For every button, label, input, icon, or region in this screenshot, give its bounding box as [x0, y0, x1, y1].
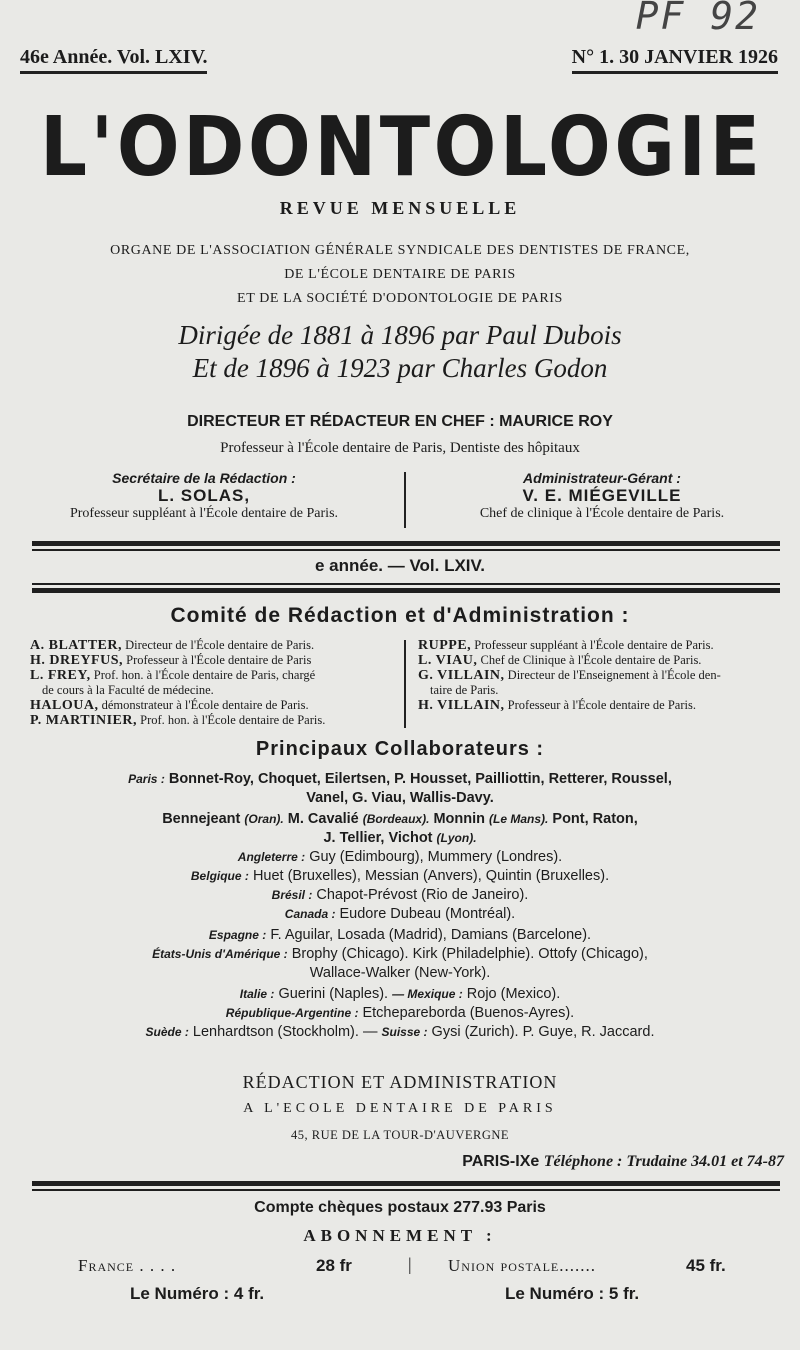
collaborateurs-title: Principaux Collaborateurs :	[255, 738, 545, 760]
divider-rule	[32, 549, 780, 551]
column-divider	[404, 640, 406, 728]
collab-canada: Canada : Eudore Dubeau (Montréal).	[284, 906, 516, 922]
postal-cheques: Compte chèques postaux 277.93 Paris	[254, 1199, 546, 1216]
handwritten-mark: PF 92	[635, 0, 760, 38]
collab-suede-suisse: Suède : Lenhardtson (Stockholm). — Suisse : Gysi (Zurich). P. Guye, R. Jaccard.	[145, 1024, 655, 1040]
collab-belgique: Belgique : Huet (Bruxelles), Messian (Anvers), Quintin (Bruxelles).	[190, 868, 610, 884]
director-title: DIRECTEUR ET RÉDACTEUR EN CHEF : MAURICE ROY	[187, 413, 613, 430]
secretary-role: Secrétaire de la Rédaction :	[112, 470, 296, 486]
administration-school: A L'ECOLE DENTAIRE DE PARIS	[243, 1101, 557, 1116]
numero-price-france: Le Numéro : 4 fr.	[130, 1284, 265, 1303]
comite-member: A. BLATTER, Directeur de l'École dentaire de Paris.	[30, 638, 315, 653]
secretary-description: Professeur suppléant à l'École dentaire de Paris.	[69, 506, 339, 521]
column-divider	[404, 472, 406, 528]
administration-phone: PARIS-IXe Téléphone : Trudaine 34.01 et 74-87	[462, 1153, 784, 1170]
collab-line-4: J. Tellier, Vichot (Lyon).	[323, 830, 477, 846]
collab-bresil: Brésil : Chapot-Prévost (Rio de Janeiro).	[271, 887, 529, 903]
price-france: France . . . .	[78, 1256, 177, 1275]
divider-rule	[32, 583, 780, 585]
divider-rule	[32, 1181, 780, 1186]
collab-line-3: Bennejeant (Oran). M. Cavalié (Bordeaux). Monnin (Le Mans). Pont, Raton,	[162, 811, 638, 827]
comite-member-continued: de cours à la Faculté de médecine.	[42, 683, 214, 697]
collab-paris-line-2: Vanel, G. Viau, Wallis-Davy.	[306, 790, 494, 806]
comite-member: G. VILLAIN, Directeur de l'Enseignement à l'École den-	[418, 668, 721, 683]
price-separator: |	[408, 1254, 412, 1274]
issue-year-volume: 46e Année. Vol. LXIV.	[20, 46, 207, 74]
journal-subtitle: REVUE MENSUELLE	[279, 198, 521, 218]
administrator-block	[412, 470, 792, 522]
divider-rule	[32, 541, 780, 546]
comite-member: P. MARTINIER, Prof. hon. à l'École dentaire de Paris.	[30, 713, 326, 728]
collab-espagne: Espagne : F. Aguilar, Losada (Madrid), Damians (Barcelone).	[208, 927, 592, 943]
organ-line-1: ORGANE DE L'ASSOCIATION GÉNÉRALE SYNDICALE DES DENTISTES DE FRANCE,	[110, 243, 690, 258]
collab-italie-mexique: Italie : Guerini (Naples). — Mexique : Rojo (Mexico).	[239, 986, 561, 1002]
director-description: Professeur à l'École dentaire de Paris, Dentiste des hôpitaux	[220, 440, 580, 456]
comite-member: L. VIAU, Chef de Clinique à l'École dentaire de Paris.	[418, 653, 702, 668]
comite-right-column	[418, 638, 788, 713]
comite-member: RUPPE, Professeur suppléant à l'École dentaire de Paris.	[418, 638, 714, 653]
issue-number-date: N° 1. 30 JANVIER 1926	[572, 46, 778, 74]
price-france-amount: 28 fr	[316, 1256, 352, 1275]
founder-line-1: Dirigée de 1881 à 1896 par Paul Dubois	[178, 320, 622, 350]
collab-angleterre: Angleterre : Guy (Edimbourg), Mummery (Londres).	[237, 849, 563, 865]
organ-line-2: DE L'ÉCOLE DENTAIRE DE PARIS	[284, 267, 516, 282]
collab-paris-line-1: Paris : Bonnet-Roy, Choquet, Eilertsen, P. Housset, Pailliottin, Retterer, Roussel,	[128, 771, 672, 787]
comite-member: H. VILLAIN, Professeur à l'École dentaire de Paris.	[418, 698, 696, 713]
journal-title: L'ODONTOLOGIE	[40, 100, 764, 195]
collab-argentine: République-Argentine : Etchepareborda (Buenos-Ayres).	[225, 1005, 575, 1021]
comite-member: HALOUA, démonstrateur à l'École dentaire de Paris.	[30, 698, 309, 713]
divider-rule	[32, 588, 780, 593]
comite-left-column	[30, 638, 400, 728]
administration-title: RÉDACTION ET ADMINISTRATION	[242, 1072, 558, 1092]
collab-usa-line-2: Wallace-Walker (New-York).	[309, 965, 491, 981]
administration-address: 45, RUE DE LA TOUR-D'AUVERGNE	[290, 1128, 510, 1142]
comite-member-continued: taire de Paris.	[430, 683, 499, 697]
administrator-description: Chef de clinique à l'École dentaire de Paris.	[479, 506, 725, 521]
numero-price-union: Le Numéro : 5 fr.	[505, 1284, 640, 1303]
comite-member: H. DREYFUS, Professeur à l'École dentaire de Paris	[30, 653, 312, 668]
administrator-role: Administrateur-Gérant :	[523, 470, 681, 486]
secretary-name: L. SOLAS,	[157, 486, 251, 505]
comite-title: Comité de Rédaction et d'Administration :	[170, 604, 630, 627]
price-union-amount: 45 fr.	[686, 1256, 726, 1275]
comite-member: L. FREY, Prof. hon. à l'École dentaire de Paris, chargé	[30, 668, 316, 683]
divider-rule	[32, 1189, 780, 1191]
volume-line: e année. — Vol. LXIV.	[314, 556, 486, 575]
secretary-block	[14, 470, 394, 522]
founder-line-2: Et de 1896 à 1923 par Charles Godon	[192, 353, 608, 383]
subscription-title: ABONNEMENT :	[303, 1226, 497, 1245]
administrator-name: V. E. MIÉGEVILLE	[522, 486, 682, 505]
organ-line-3: ET DE LA SOCIÉTÉ D'ODONTOLOGIE DE PARIS	[237, 291, 563, 306]
collab-usa-line-1: États-Unis d'Amérique : Brophy (Chicago). Kirk (Philadelphie). Ottofy (Chicago),	[152, 946, 648, 962]
price-union: Union postale.......	[448, 1256, 596, 1275]
